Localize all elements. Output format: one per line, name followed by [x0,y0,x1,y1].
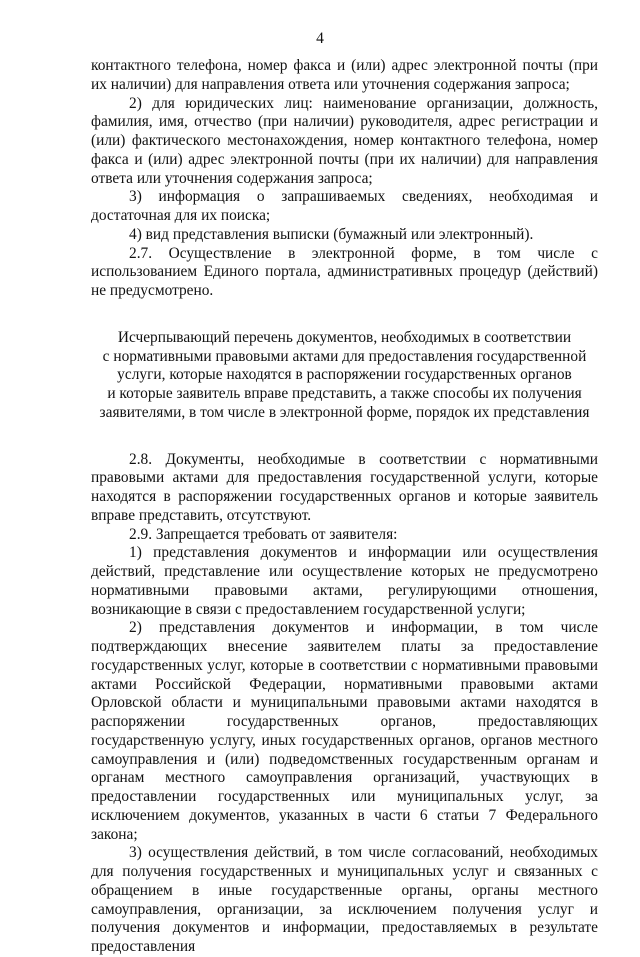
page-number: 4 [316,30,324,47]
heading-line: Исчерпывающий перечень документов, необходимых в соответствии [117,328,572,346]
paragraph-2-7: 2.7. Осуществление в электронной форме, в том числе с использованием Единого портала, административных процедур (действий) не предусмотрено. [91,244,598,299]
paragraph-item-3: 3) осуществления действий, в том числе согласований, необходимых для получения государственных и муниципальных услуг и связанных с обращением в иные государственные органы, органы местного самоуправления, организации, за исключением получения услуг и получения документов и информации, предоставляемых в результате предоставления [91,844,598,955]
heading-line: услуги, которые находятся в распоряжении государственных органов [117,366,572,384]
paragraph-extract-type: 4) вид представления выписки (бумажный или электронный). [129,225,534,243]
paragraph-requested-info: 3) информация о запрашиваемых сведениях, необходимая и достаточная для их поиска; [91,188,598,224]
paragraph-continuation: контактного телефона, номер факса и (или) адрес электронной почты (при их наличии) для направления ответа или уточнения содержания запроса; [91,57,598,93]
heading-line: заявителями, в том числе в электронной форме, порядок их представления [99,403,590,421]
paragraph-item-1: 1) представления документов и информации или осуществления действий, представление или осуществление которых не предусмотрено нормативными правовыми актами, регулирующими отношения, возникающие в связи с предоставлением государственной услуги; [91,544,598,618]
document-body [91,57,598,957]
paragraph-legal-entities: 2) для юридических лиц: наименование организации, должность, фамилия, имя, отчество (при наличии) руководителя, адрес регистрации и (или) фактического местонахождения, номер контактного телефона, номер факса и (или) адрес электронной почты (при их наличии) для направления ответа или уточнения содержания запроса; [91,94,598,187]
section-heading [91,329,598,423]
heading-line: и которые заявитель вправе представить, а также способы их получения [107,385,582,402]
paragraph-2-8: 2.8. Документы, необходимые в соответствии с нормативными правовыми актами для предоставления государственной услуги, которые находятся в распоряжении государственных органов и которые заявитель вправе представить, отсутствуют. [91,450,598,524]
paragraph-2-9: 2.9. Запрещается требовать от заявителя: [129,525,398,543]
heading-line: с нормативными правовыми актами для предоставления государственной [102,347,587,365]
paragraph-item-2: 2) представления документов и информации, в том числе подтверждающих внесение заявителем платы за предоставление государственных услуг, которые в соответствии с нормативными правовыми актами Российской Федерации, нормативными правовыми актами Орловской области и муниципальными правовыми актами находятся в распоряжении государственных органов, предоставляющих государственную услугу, иных государственных органов, органов местного самоуправления и (или) подведомственных государственным органам и органам местного самоуправления организаций, участвующих в предоставлении государственных или муниципальных услуг, за исключением документов, указанных в части 6 статьи 7 Федерального закона; [91,619,598,843]
